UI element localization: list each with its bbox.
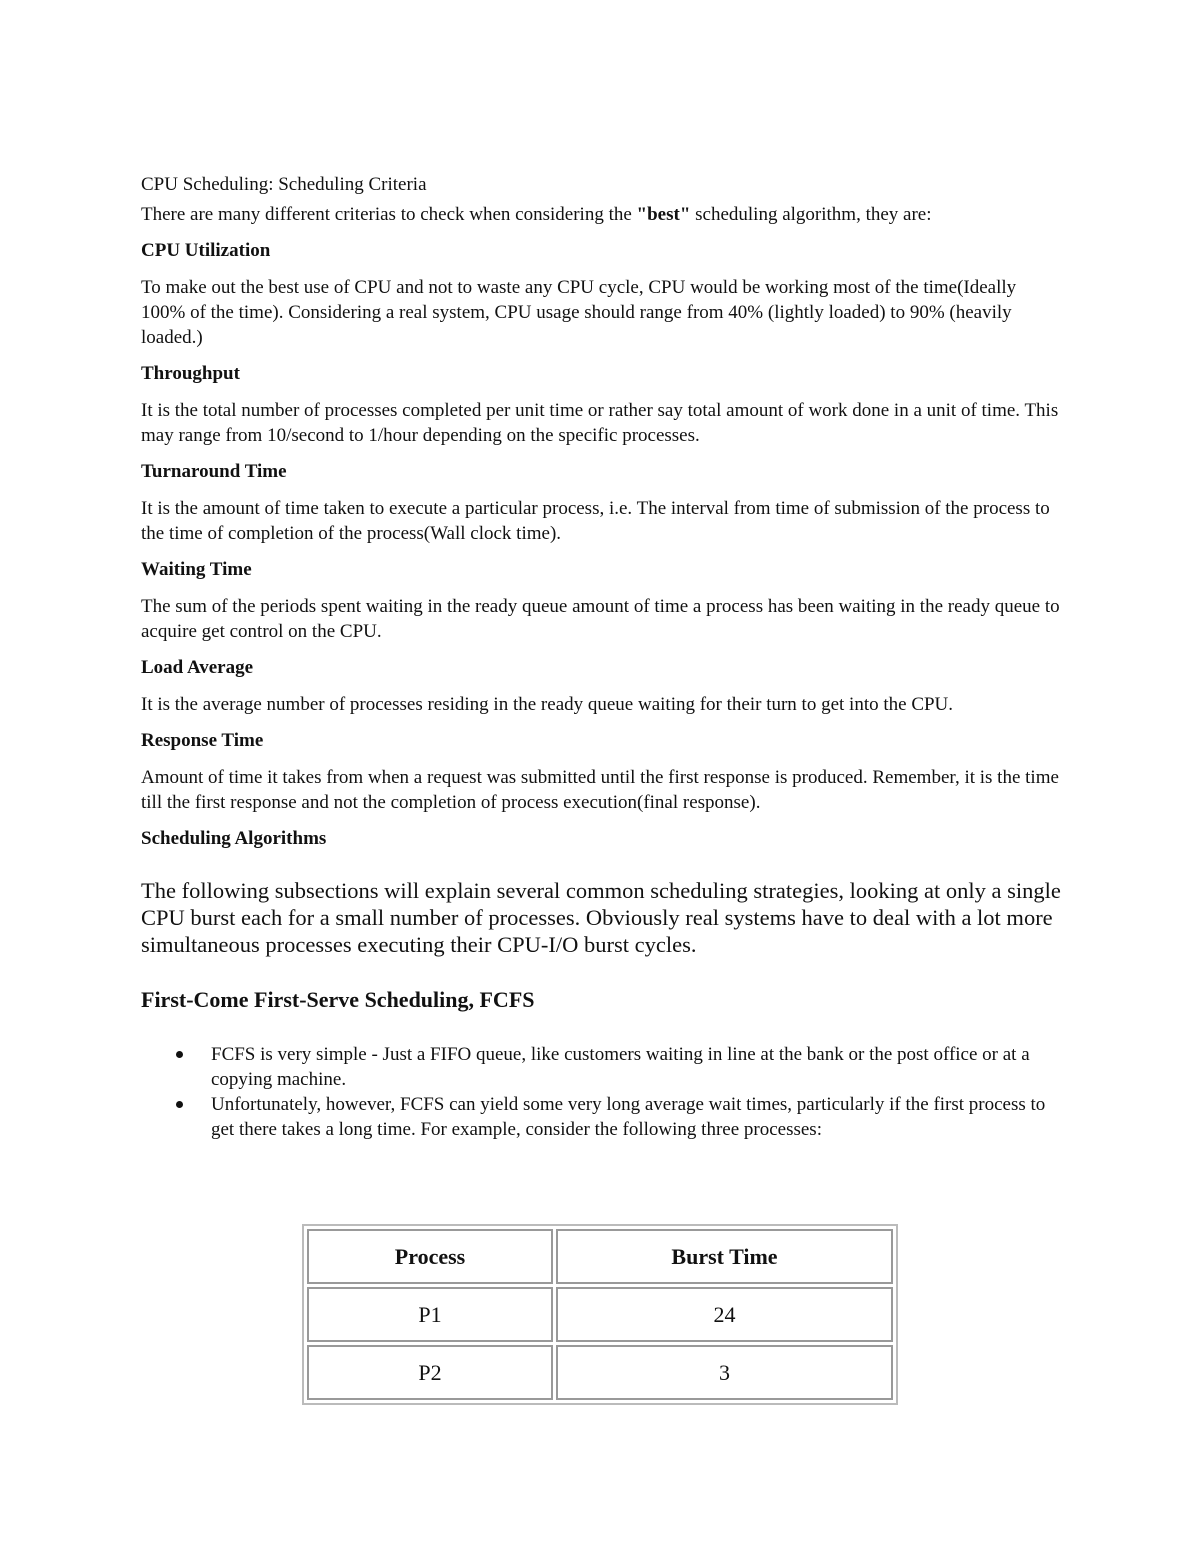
intro-text-start: There are many different criterias to check when considering the	[141, 204, 637, 225]
process-table	[302, 1224, 898, 1405]
column-header-process: Process	[307, 1229, 553, 1284]
table-row	[307, 1287, 893, 1342]
heading-scheduling-algorithms: Scheduling Algorithms	[141, 828, 327, 849]
heading-fcfs: First-Come First-Serve Scheduling, FCFS	[141, 987, 535, 1012]
heading-throughput: Throughput	[141, 363, 240, 384]
paragraph-scheduling-algorithms: The following subsections will explain several common scheduling strategies, looking at only a single CPU burst each for a small number of processes. Obviously real systems have to deal with a lot more simultaneous processes executing their CPU-I/O burst cycles.	[141, 878, 1061, 957]
heading-response-time: Response Time	[141, 730, 264, 751]
paragraph-turnaround-time: It is the amount of time taken to execute a particular process, i.e. The interval from time of submission of the process to the time of completion of the process(Wall clock time).	[141, 498, 1050, 544]
intro-bold-best: "best"	[636, 204, 691, 225]
document-title: CPU Scheduling: Scheduling Criteria	[141, 174, 427, 195]
paragraph-response-time: Amount of time it takes from when a request was submitted until the first response is produced. Remember, it is the time till the first response and not the completion of process execution(final response).	[141, 767, 1059, 813]
table-header-row	[307, 1229, 893, 1284]
bullet-text: Unfortunately, however, FCFS can yield some very long average wait times, particularly if the first process to get there takes a long time. For example, consider the following three processes:	[211, 1094, 1046, 1140]
table-cell: P2	[307, 1345, 553, 1400]
heading-load-average: Load Average	[141, 657, 254, 678]
bullet-item	[141, 1042, 1061, 1092]
paragraph-load-average: It is the average number of processes residing in the ready queue waiting for their turn to get into the CPU.	[141, 694, 954, 715]
paragraph-throughput: It is the total number of processes completed per unit time or rather say total amount of work done in a unit of time. This may range from 10/second to 1/hour depending on the specific processes.	[141, 400, 1059, 446]
table-cell: P1	[307, 1287, 553, 1342]
paragraph-cpu-utilization: To make out the best use of CPU and not to waste any CPU cycle, CPU would be working most of the time(Ideally 100% of the time). Considering a real system, CPU usage should range from 40% (lightly loaded) to 90% (heavily loaded.)	[141, 277, 1017, 348]
table-cell: 24	[556, 1287, 893, 1342]
table-row	[307, 1345, 893, 1400]
intro-paragraph	[141, 202, 1061, 227]
bullet-icon	[176, 1101, 183, 1108]
table-cell: 3	[556, 1345, 893, 1400]
bullet-text: FCFS is very simple - Just a FIFO queue, like customers waiting in line at the bank or the post office or at a copying machine.	[211, 1044, 1030, 1090]
bullet-icon	[176, 1051, 183, 1058]
fcfs-bullet-list	[141, 1042, 1061, 1142]
column-header-burst-time: Burst Time	[556, 1229, 893, 1284]
paragraph-waiting-time: The sum of the periods spent waiting in the ready queue amount of time a process has been waiting in the ready queue to acquire get control on the CPU.	[141, 596, 1060, 642]
bullet-item	[141, 1092, 1061, 1142]
heading-waiting-time: Waiting Time	[141, 559, 252, 580]
document-page	[141, 172, 1061, 1142]
heading-turnaround-time: Turnaround Time	[141, 461, 287, 482]
intro-text-end: scheduling algorithm, they are:	[690, 204, 932, 225]
heading-cpu-utilization: CPU Utilization	[141, 240, 271, 261]
